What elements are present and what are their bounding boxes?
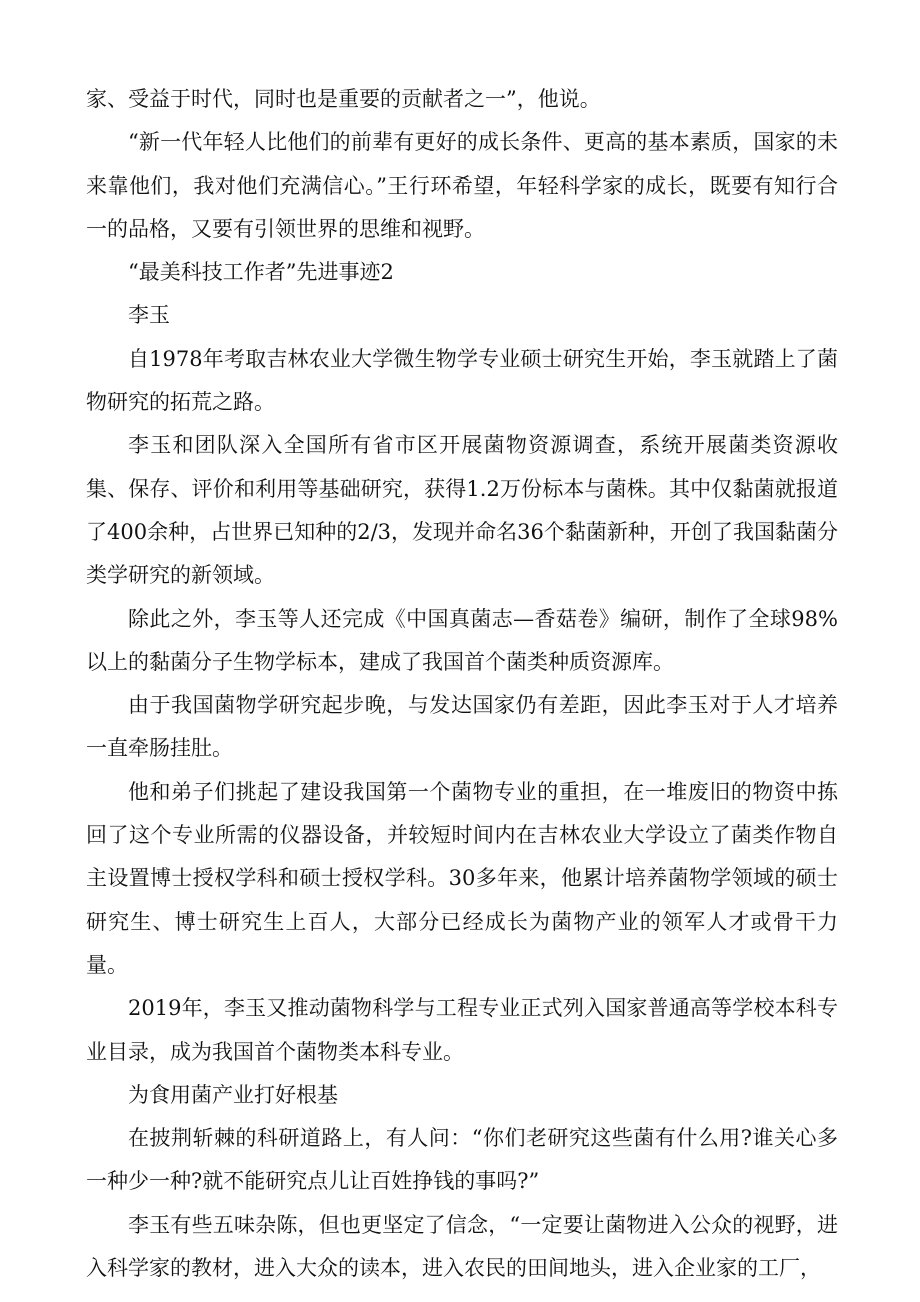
subheading: 为食用菌产业打好根基: [128, 1082, 338, 1107]
person-name: 李玉: [128, 303, 170, 328]
paragraph-5: 自1978年考取吉林农业大学微生物学专业硕士研究生开始，李玉就踏上了菌物研究的拓荒之路。: [86, 346, 838, 415]
paragraph-2: “新一代年轻人比他们的前辈有更好的成长条件、更高的基本素质，国家的未来靠他们，我对他们充满信心。”王行环希望，年轻科学家的成长，既要有知行合一的品格，又要有引领世界的思维和视野。: [86, 130, 838, 241]
paragraph-1: 家、受益于时代，同时也是重要的贡献者之一”，他说。: [86, 87, 601, 111]
paragraph-6: 李玉和团队深入全国所有省市区开展菌物资源调查，系统开展菌类资源收集、保存、评价和利用等基础研究，获得1.2万份标本与菌株。其中仅黏菌就报道了400余种，占世界已知种的2/3，发现并命名36个黏菌新种，开创了我国黏菌分类学研究的新领域。: [86, 433, 838, 588]
paragraph-10: 2019年，李玉又推动菌物科学与工程专业正式列入国家普通高等学校本科专业目录，成为我国首个菌物类本科专业。: [86, 996, 838, 1064]
paragraph-9: 他和弟子们挑起了建设我国第一个菌物专业的重担，在一堆废旧的物资中拣回了这个专业所需的仪器设备，并较短时间内在吉林农业大学设立了菌类作物自主设置博士授权学科和硕士授权学科。30多年来，他累计培养菌物学领域的硕士研究生、博士研究生上百人，大部分已经成长为菌物产业的领军人才或骨干力量。: [86, 779, 838, 977]
paragraph-7: 除此之外，李玉等人还完成《中国真菌志—香菇卷》编研，制作了全球98%以上的黏菌分子生物学标本，建成了我国首个菌类种质资源库。: [86, 606, 838, 674]
paragraph-13: 李玉有些五味杂陈，但也更坚定了信念，“一定要让菌物进入公众的视野，进入科学家的教材，进入大众的读本，进入农民的田间地头，进入企业家的工厂，: [86, 1212, 838, 1281]
section-heading: “最美科技工作者”先进事迹2: [128, 260, 394, 285]
paragraph-12: 在披荆斩棘的科研道路上，有人问：“你们老研究这些菌有什么用?谁关心多一种少一种?就不能研究点儿让百姓挣钱的事吗?”: [86, 1126, 838, 1194]
document-body: [86, 78, 838, 1290]
paragraph-8: 由于我国菌物学研究起步晚，与发达国家仍有差距，因此李玉对于人才培养一直牵肠挂肚。: [86, 693, 838, 761]
